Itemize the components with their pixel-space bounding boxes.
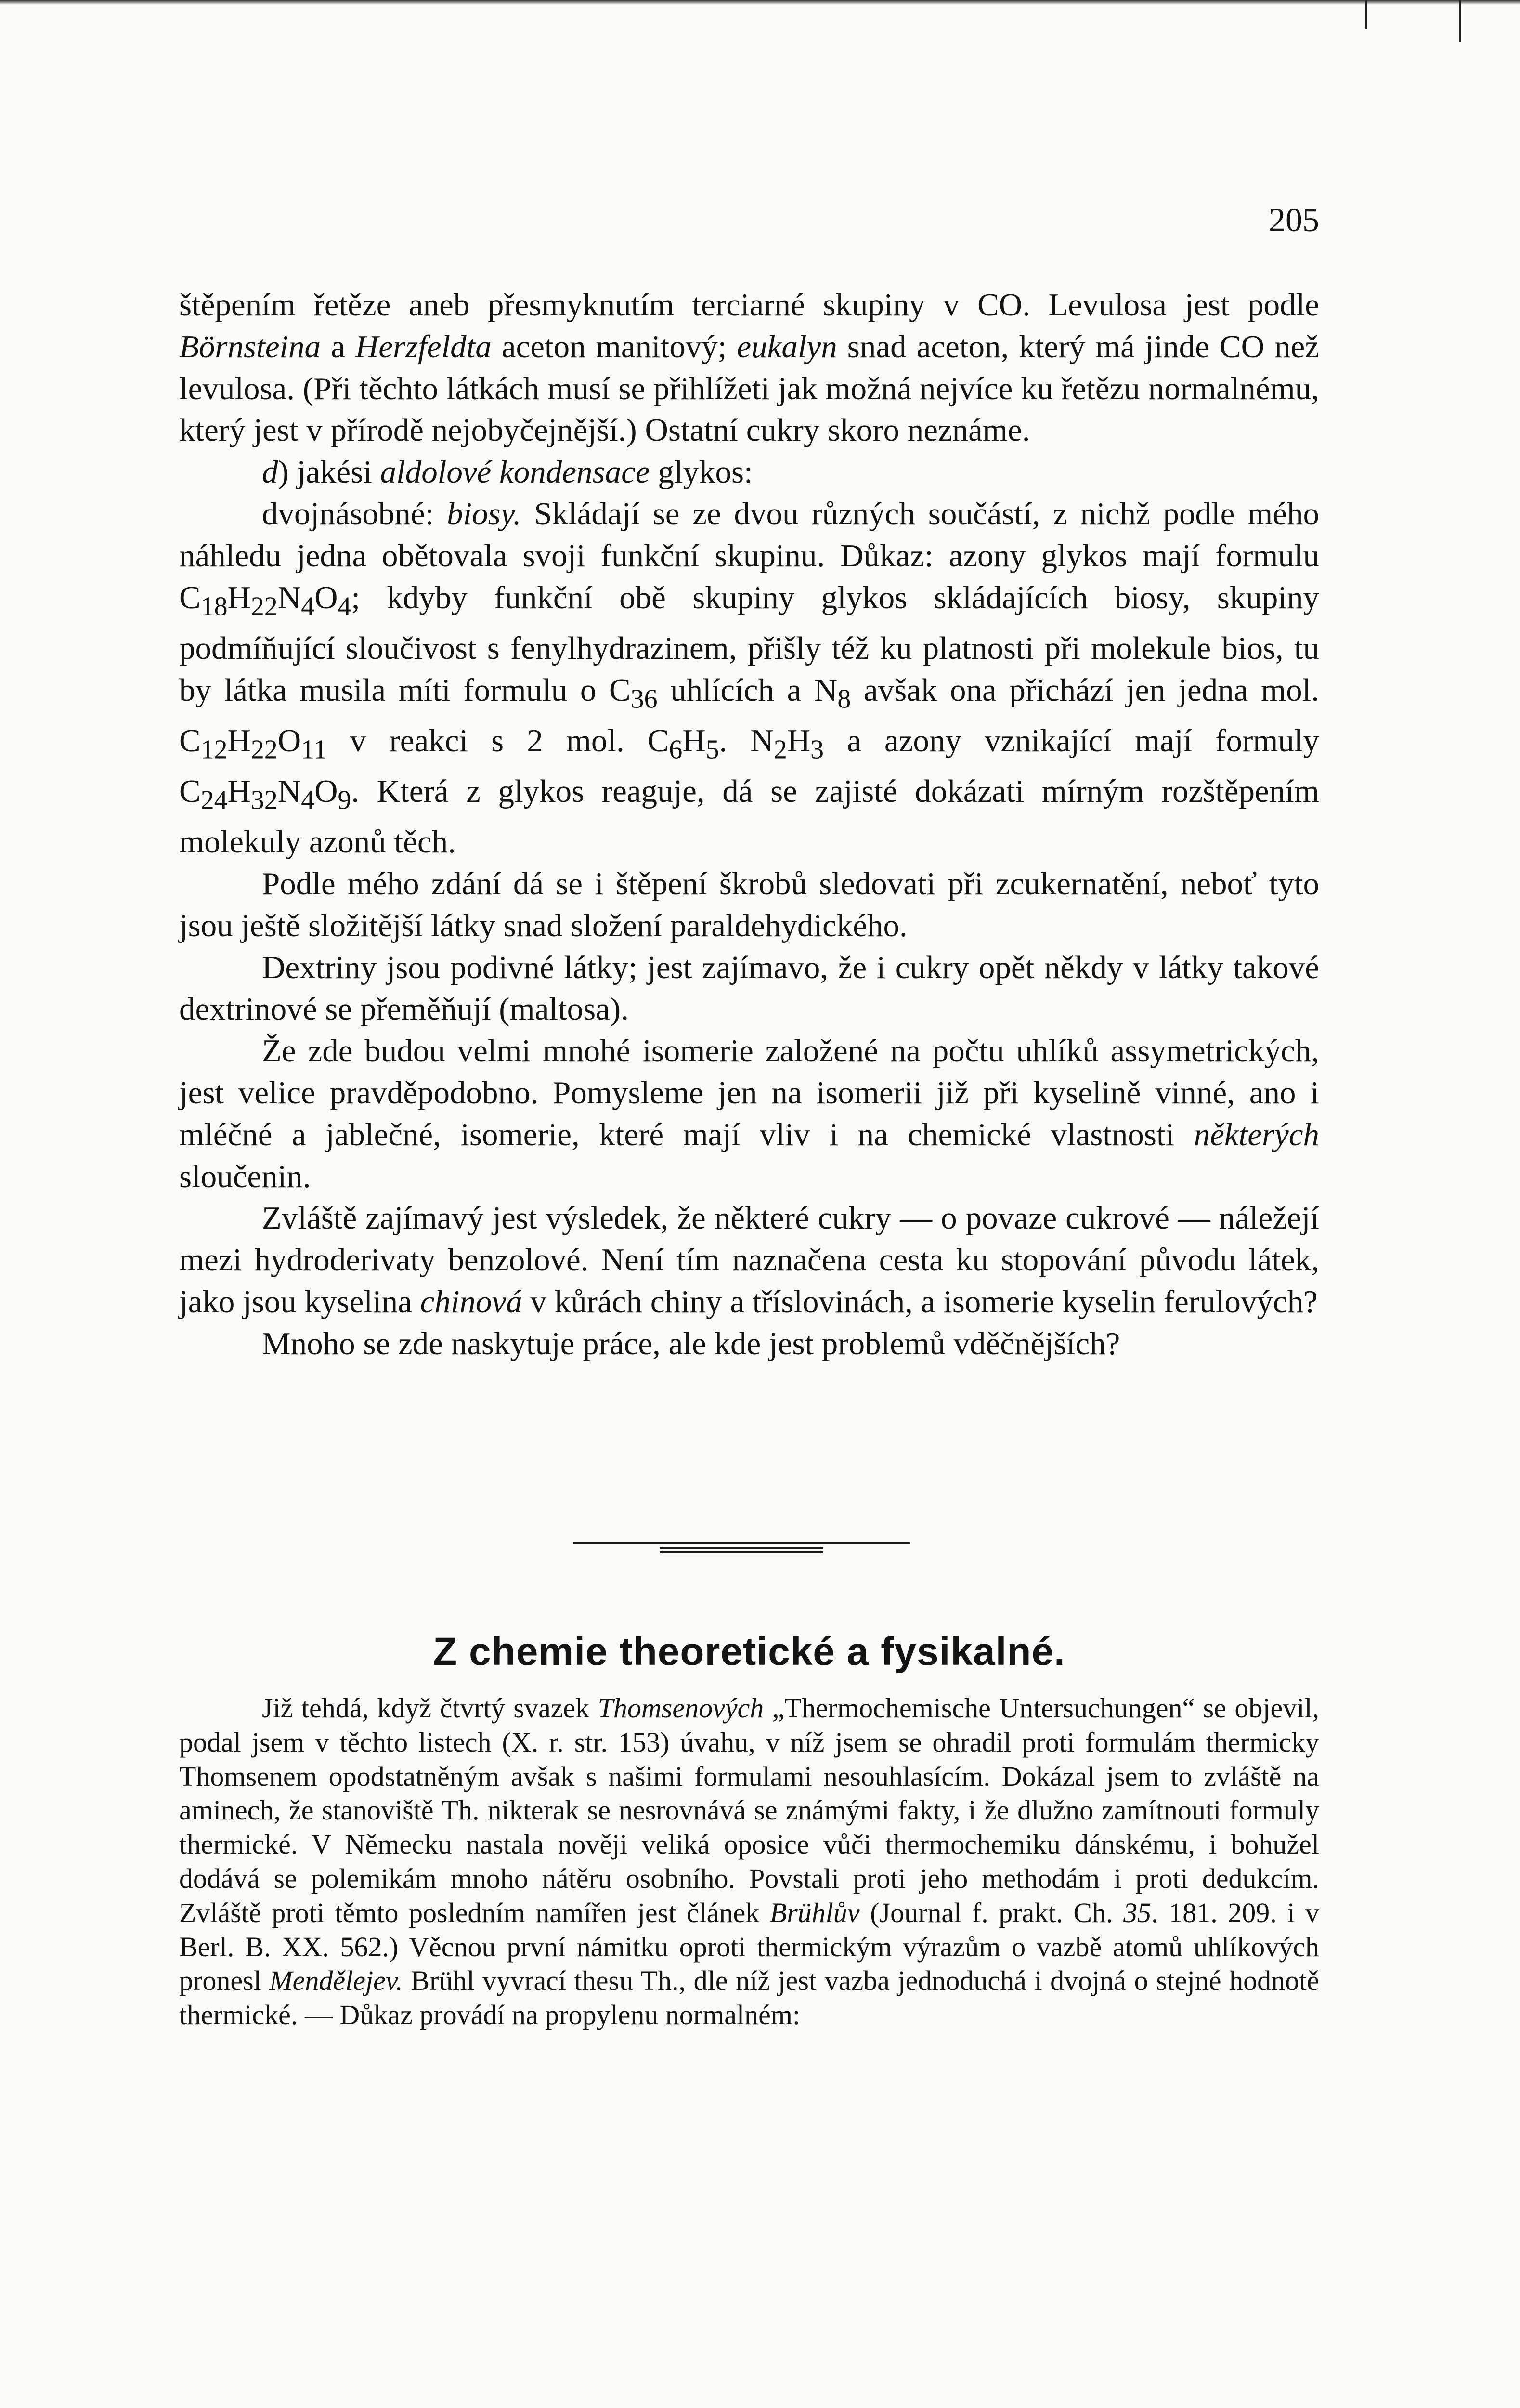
lower-text-block (179, 1691, 1319, 2032)
paragraph: dvojnásobné: biosy. Skládají se ze dvou různých součástí, z nichž podle mého náhledu jedna obětovala svoji funkční skupinu. Důkaz: azony glykos mají formulu $C_{18}H_{22}N_4O_4$; kdyby funkční obě skupiny glykos skládajících biosy, skupiny podmíňující sloučivost s fenylhydrazinem, přišly též ku platnosti při molekule bios, tu by látka musila míti formulu o $C_{36}$ uhlících a $N_8$ avšak ona přichází jen jedna mol. $C_{12}H_{22}O_{11}$ v reakci s 2 mol. $C_6H_5$. $N_2H_3$ a azony vznikající mají formuly $C_{24}H_{32}N_4O_9$. Která z glykos reaguje, dá se zajisté dokázati mírným rozštěpením molekuly azonů těch. (179, 496, 1319, 860)
paragraph: d) jakési aldolové kondensace glykos: (262, 454, 753, 490)
paragraph: štěpením řetěze aneb přesmyknutím terciarné skupiny v CO. Levulosa jest podle Börnsteina a Herzfeldta aceton manitový; eukalyn snad aceton, který má jinde CO než levulosa. (Při těchto látkách musí se přihlížeti jak možná nejvíce ku řetězu normalnému, který jest v přírodě nejobyčejnější.) Ostatní cukry skoro neznáme. (179, 287, 1319, 448)
section-title: Z chemie theoretické a fysikalné. (433, 1630, 1065, 1674)
scan-edge-mark (1365, 0, 1367, 29)
paragraph: Podle mého zdání dá se i štěpení škrobů sledovati při zcukernatění, neboť tyto jsou ještě složitější látky snad složení paraldehydického. (179, 865, 1319, 943)
section-divider (573, 1542, 910, 1557)
page-number: 205 (1269, 202, 1319, 239)
scan-edge-mark (1459, 0, 1461, 42)
page-top-edge (0, 0, 1520, 5)
paragraph: Že zde budou velmi mnohé isomerie založené na počtu uhlíků assymetrických, jest velice pravděpodobno. Pomysleme jen na isomerii již při kyselině vinné, ano i mléčné a jablečné, isomerie, které mají vliv i na chemické vlastnosti některých sloučenin. (179, 1033, 1319, 1194)
paragraph: Již tehdá, když čtvrtý svazek Thomsenových „Thermochemische Untersuchungen“ se objevil, podal jsem v těchto listech (X. r. str. 153) úvahu, v níž jsem se ohradil proti formulám thermicky Thomsenem opodstatněným avšak s našimi formulami nesouhlasícím. Dokázal jsem to zvláště na aminech, že stanoviště Th. nikterak se nesrovnává se známými fakty, i že dlužno zamítnouti formuly thermické. V Německu nastala nověji veliká oposice vůči thermochemiku dánskému, i bohužel dodává se polemikám mnoho nátěru osobního. Povstali proti jeho methodám i proti dedukcím. Zvláště proti těmto posledním namířen jest článek Brühlův (Journal f. prakt. Ch. 35. 181. 209. i v Berl. B. XX. 562.) Věcnou první námitku oproti thermickým výrazům o vazbě atomů uhlíkových pronesl Mendělejev. Brühl vyvrací thesu Th., dle níž jest vazba jednoduchá i dvojná o stejné hodnotě thermické. — Důkaz provádí na propylenu normalném: (179, 1692, 1319, 2031)
paragraph: Dextriny jsou podivné látky; jest zajímavo, že i cukry opět někdy v látky takové dextrinové se přeměňují (maltosa). (179, 949, 1319, 1027)
paragraph: Zvláště zajímavý jest výsledek, že některé cukry — o povaze cukrové — náležejí mezi hydroderivaty benzolové. Není tím naznačena cesta ku stopování původu látek, jako jsou kyselina chinová v kůrách chiny a tříslovinách, a isomerie kyselin ferulových? (179, 1200, 1319, 1320)
paragraph: Mnoho se zde naskytuje práce, ale kde jest problemů vděčnějších? (262, 1325, 1120, 1361)
upper-text-block (179, 284, 1319, 1364)
